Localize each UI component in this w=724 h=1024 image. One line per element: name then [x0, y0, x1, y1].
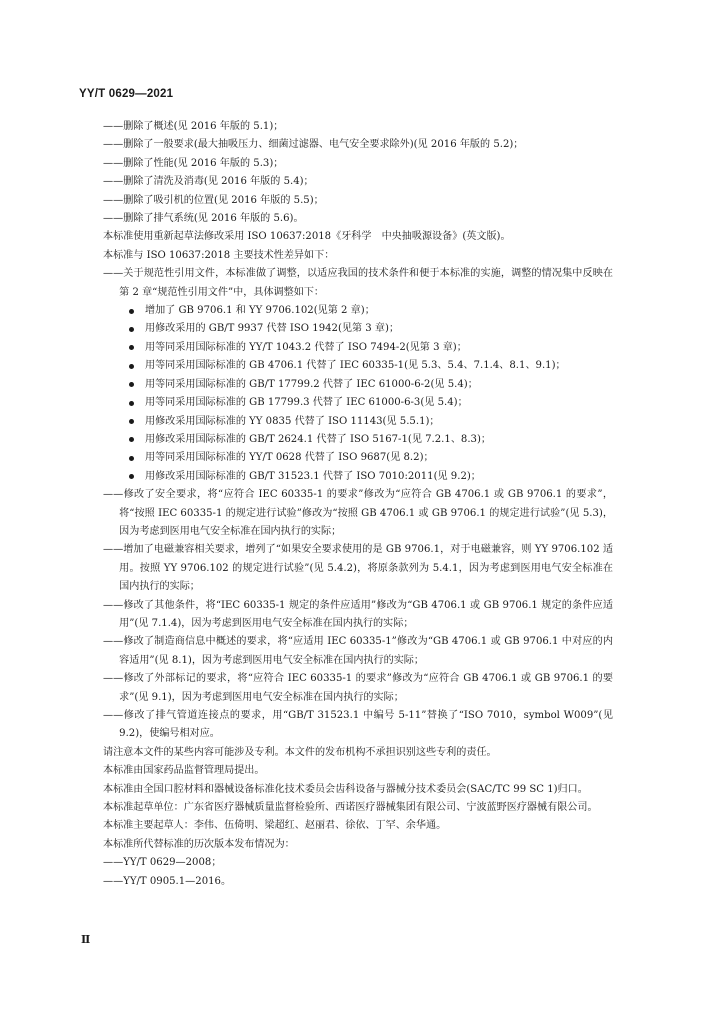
bullet-icon	[129, 401, 134, 406]
normative-reference-list	[103, 302, 613, 486]
normative-reference-change: —— 关于规范性引用文件，本标准做了调整，以适应我国的技术条件和便于本标准的实施，调整的情况集中反映在第 2 章“规范性引用文件”中，具体调整如下：	[103, 265, 613, 302]
patent-notice: 请注意本文件的某些内容可能涉及专利。本文件的发布机构不承担识别这些专利的责任。	[103, 746, 497, 758]
bullet-icon	[129, 437, 134, 442]
deleted-item: —— 删除了性能(见 2016 年版的 5.3)；	[103, 155, 613, 173]
list-item	[103, 468, 613, 486]
list-item	[103, 376, 613, 394]
document-id-header: YY/T 0629—2021	[79, 88, 174, 100]
list-item-text: 用等同采用国际标准的 GB/T 17799.2 代替了 IEC 61000-6-2(见 5.4)；	[145, 378, 478, 390]
list-item	[103, 394, 613, 412]
history-intro: 本标准所代替标准的历次版本发布情况为：	[103, 838, 295, 850]
bullet-icon	[129, 474, 134, 479]
drafting-units: 本标准起草单位：广东省医疗器械质量监督检验所、西诺医疗器械集团有限公司、宁波蓝野医疗器械有限公司。	[103, 802, 598, 814]
differences-intro: 本标准与 ISO 10637:2018 主要技术性差异如下：	[103, 249, 335, 261]
list-item	[103, 339, 613, 357]
list-item-text: 用修改采用的 GB/T 9937 代替 ISO 1942(见第 3 章)；	[145, 323, 400, 335]
deleted-item: —— 删除了排气系统(见 2016 年版的 5.6)。	[103, 210, 613, 228]
list-item	[103, 413, 613, 431]
list-item	[103, 431, 613, 449]
list-item-text: 用修改采用国际标准的 GB/T 2624.1 代替了 ISO 5167-1(见 7.2.1、8.3)；	[145, 433, 491, 445]
bullet-icon	[129, 327, 134, 332]
deleted-item: —— 删除了一般要求(最大抽吸压力、细菌过滤器、电气安全要求除外)(见 2016 年版的 5.2)；	[103, 136, 613, 154]
modification-item: —— 修改了排气管道连接点的要求，用“GB/T 31523.1 中编号 5-11”替换了“ISO 7010，symbol W009”(见 9.2)，使编号相对应。	[103, 707, 613, 744]
bullet-icon	[129, 309, 134, 314]
deleted-item: —— 删除了概述(见 2016 年版的 5.1)；	[103, 118, 613, 136]
drafters: 本标准主要起草人：李伟、伍倚明、梁超红、赵丽君、徐依、丁罕、余华通。	[103, 820, 447, 832]
bullet-icon	[129, 419, 134, 424]
managed-by: 本标准由全国口腔材料和器械设备标准化技术委员会齿科设备与器械分技术委员会(SAC/TC 99 SC 1)归口。	[103, 783, 588, 795]
list-item-text: 用等同采用国际标准的 YY/T 0628 代替了 ISO 9687(见 8.2)；	[145, 452, 434, 464]
modification-item: —— 修改了安全要求，将“应符合 IEC 60335-1 的要求”修改为“应符合 GB 4706.1 或 GB 9706.1 的要求”，将“按照 IEC 60335-1 的规定进行试验”修改为“按照 GB 4706.1 或 GB 9706.1 的规定进行试验”(见 5.3)，因为考虑到医用电气安全标准在国内执行的实际；	[103, 486, 613, 541]
list-item-text: 用修改采用国际标准的 YY 0835 代替了 ISO 11143(见 5.5.1)；	[145, 415, 440, 427]
list-item	[103, 449, 613, 467]
modification-item: —— 修改了外部标记的要求，将“应符合 IEC 60335-1 的要求”修改为“应符合 GB 4706.1 或 GB 9706.1 的要求”(见 9.1)，因为考虑到医用电气安全标准在国内执行的实际；	[103, 670, 613, 707]
page-number: Ⅱ	[81, 933, 91, 946]
list-item-text: 增加了 GB 9706.1 和 YY 9706.102(见第 2 章)；	[145, 305, 375, 317]
foreword-body	[103, 118, 613, 891]
bullet-icon	[129, 364, 134, 369]
list-item-text: 用修改采用国际标准的 GB/T 31523.1 代替了 ISO 7010:2011(见 9.2)；	[145, 470, 481, 482]
list-item-text: 用等同采用国际标准的 GB 17799.3 代替了 IEC 61000-6-3(见 5.4)；	[145, 397, 468, 409]
list-item	[103, 357, 613, 375]
bullet-icon	[129, 345, 134, 350]
bullet-icon	[129, 456, 134, 461]
list-item	[103, 320, 613, 338]
bullet-icon	[129, 382, 134, 387]
deleted-item: —— 删除了清洗及消毒(见 2016 年版的 5.4)；	[103, 173, 613, 191]
history-item: —— YY/T 0905.1—2016。	[103, 873, 613, 891]
list-item-text: 用等同采用国际标准的 GB 4706.1 代替了 IEC 60335-1(见 5.3、5.4、7.1.4、8.1、9.1)；	[145, 360, 566, 372]
modification-item: —— 增加了电磁兼容相关要求，增列了“如果安全要求使用的是 GB 9706.1，对于电磁兼容，则 YY 9706.102 适用。按照 YY 9706.102 的规定进行试验”(见 5.4.2)，将原条款列为 5.4.1，因为考虑到医用电气安全标准在国内执行的实际；	[103, 541, 613, 596]
adoption-statement: 本标准使用重新起草法修改采用 ISO 10637:2018《牙科学 中央抽吸源设备》(英文版)。	[103, 231, 511, 243]
list-item	[103, 302, 613, 320]
list-item-text: 用等同采用国际标准的 YY/T 1043.2 代替了 ISO 7494-2(见第 3 章)；	[145, 341, 467, 353]
modification-item: —— 修改了其他条件，将“IEC 60335-1 规定的条件应适用”修改为“GB 4706.1 或 GB 9706.1 规定的条件应适用”(见 7.1.4)，因为考虑到医用电气安全标准在国内执行的实际；	[103, 597, 613, 634]
history-item: —— YY/T 0629—2008；	[103, 854, 613, 872]
proposed-by: 本标准由国家药品监督管理局提出。	[103, 765, 265, 777]
deleted-item: —— 删除了吸引机的位置(见 2016 年版的 5.5)；	[103, 192, 613, 210]
modification-item: —— 修改了制造商信息中概述的要求，将“应适用 IEC 60335-1”修改为“GB 4706.1 或 GB 9706.1 中对应的内容适用”(见 8.1)，因为考虑到医用电气安全标准在国内执行的实际；	[103, 633, 613, 670]
